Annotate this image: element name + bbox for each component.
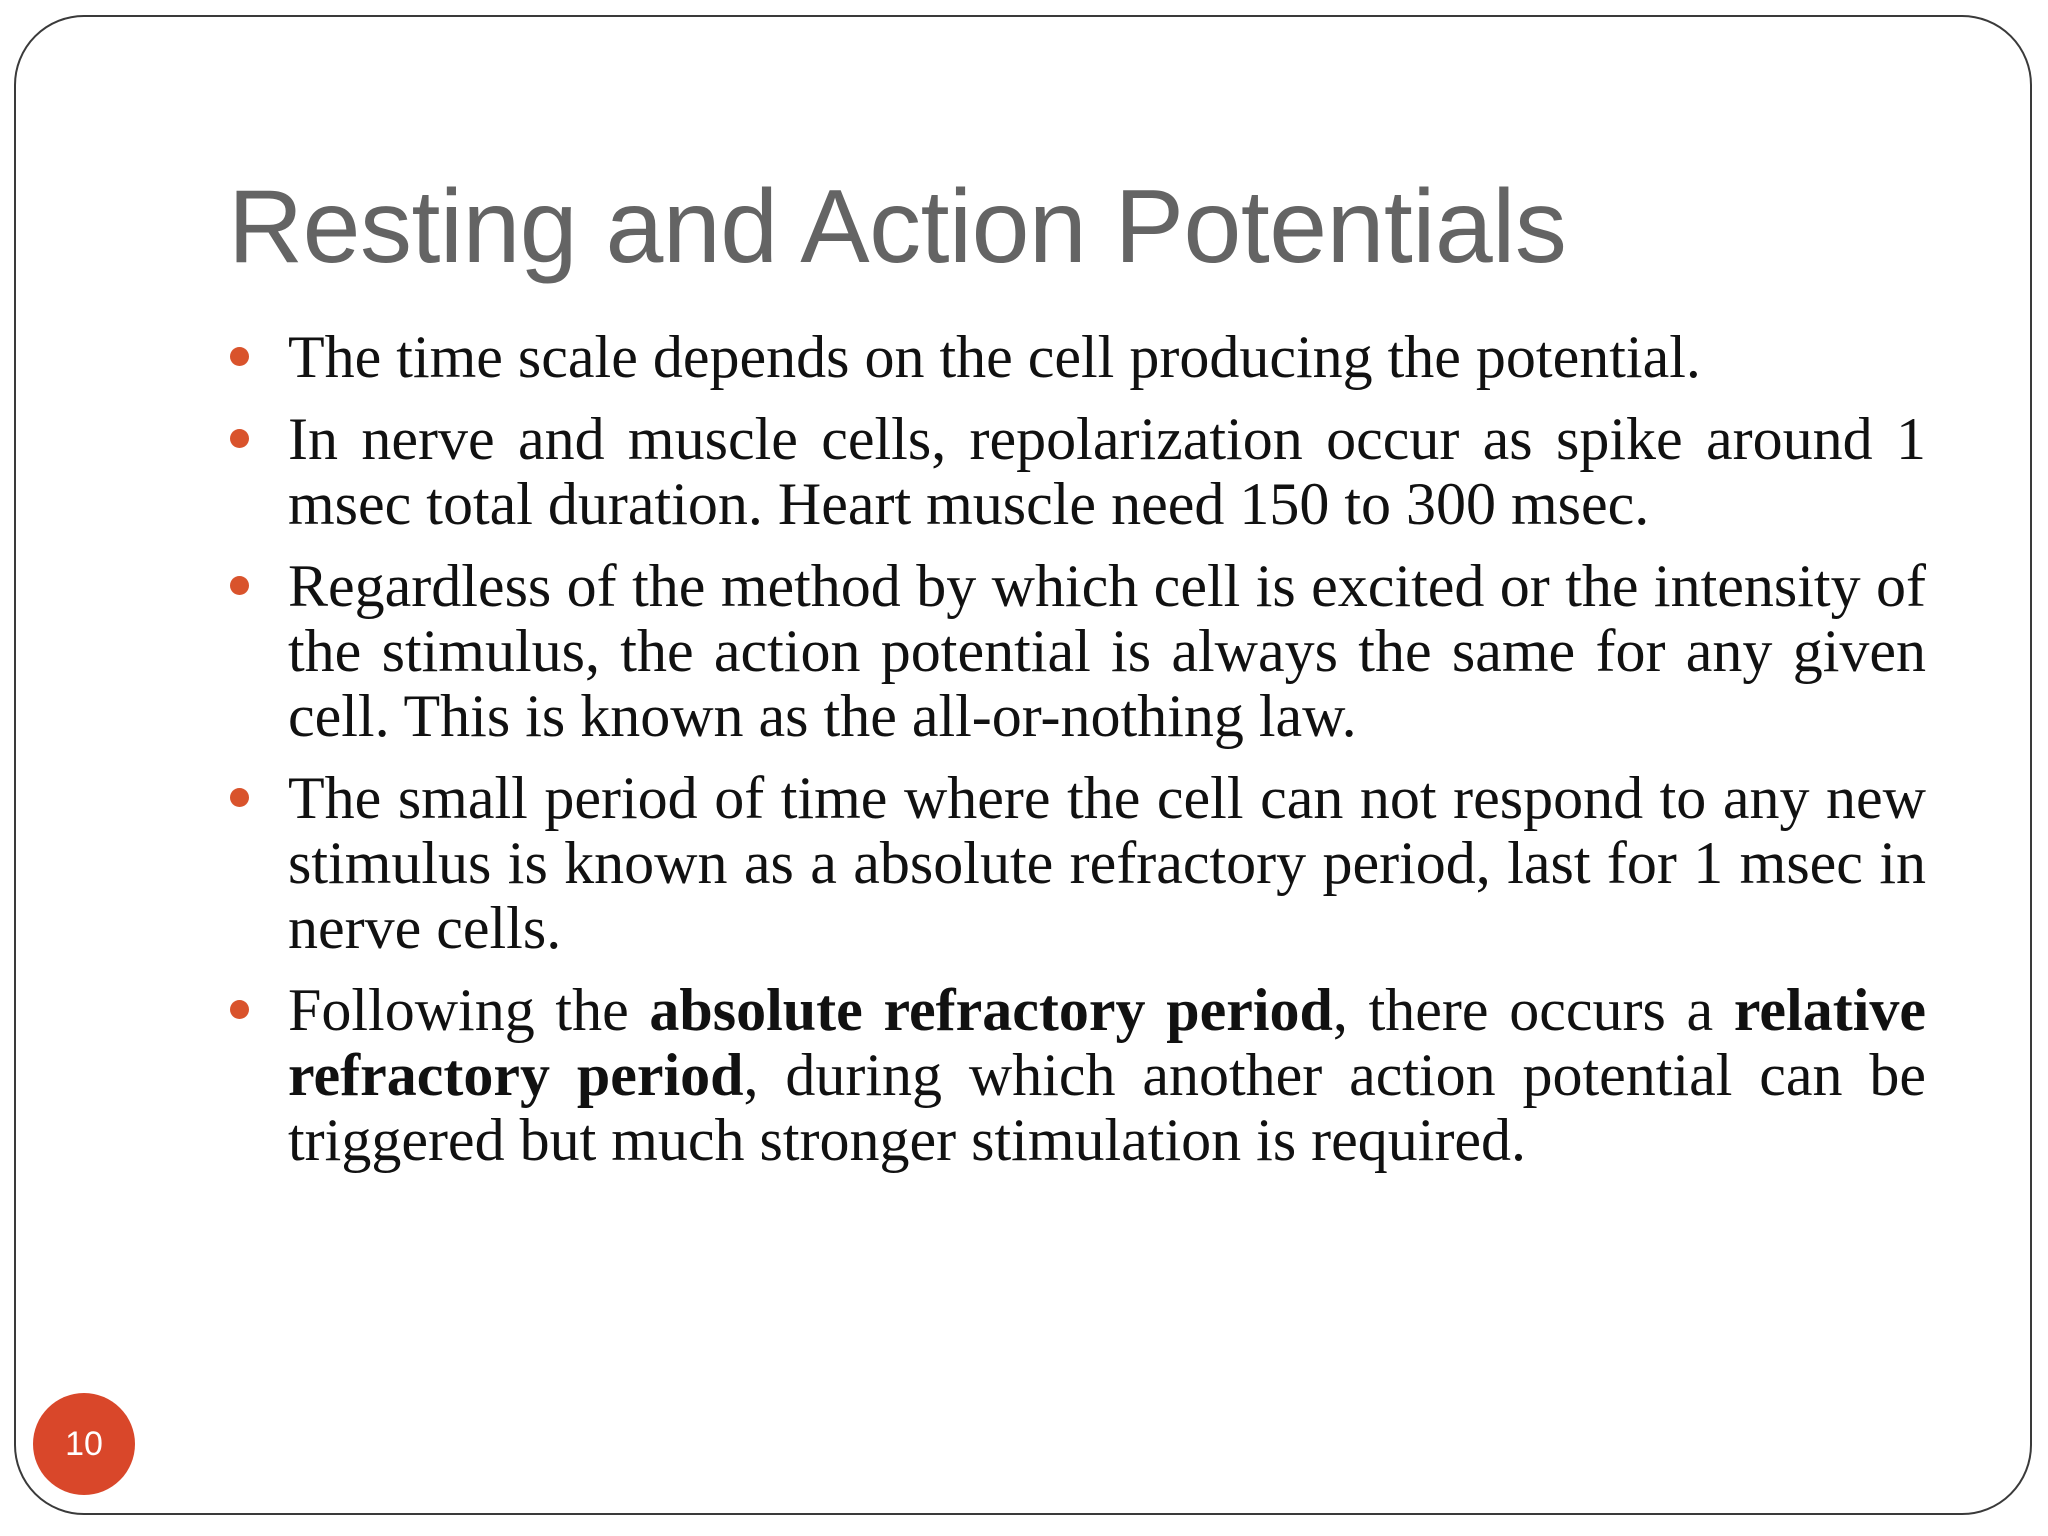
bullet-text-segment: , there occurs a xyxy=(1332,977,1734,1043)
bullet-list xyxy=(228,325,1926,1190)
bullet-dot-icon xyxy=(230,347,249,366)
bullet-text xyxy=(288,977,1926,1173)
bullet-text-segment: Following the xyxy=(288,977,650,1043)
bullet-item xyxy=(228,325,1926,390)
bullet-text-segment: In nerve and muscle cells, repolarization occur as spike around 1 msec total duration. Heart muscle need 150 to 300 msec. xyxy=(288,406,1926,537)
slide-title: Resting and Action Potentials xyxy=(228,169,1567,285)
bullet-text xyxy=(288,553,1926,749)
bullet-text xyxy=(288,406,1926,537)
bullet-text-segment: Regardless of the method by which cell is excited or the intensity of the stimulus, the action potential is always the same for any given cell. This is known as the all-or-nothing law. xyxy=(288,553,1926,749)
bullet-item xyxy=(228,554,1926,749)
bullet-dot-icon xyxy=(230,1000,249,1019)
bullet-text-segment: The small period of time where the cell can not respond to any new stimulus is known as a absolute refractory period, last for 1 msec in nerve cells. xyxy=(288,765,1926,961)
bullet-text xyxy=(288,324,1701,390)
bullet-bold-term: relative refractory period xyxy=(288,977,1926,1108)
bullet-text xyxy=(288,765,1926,961)
bullet-bold-term: absolute refractory period xyxy=(649,977,1333,1043)
bullet-text-segment: , during which another action potential can be triggered but much stronger stimulation is required. xyxy=(288,1042,1926,1173)
bullet-text-segment: The time scale depends on the cell producing the potential. xyxy=(288,324,1701,390)
bullet-dot-icon xyxy=(230,576,249,595)
bullet-dot-icon xyxy=(230,788,249,807)
page-number-badge: 10 xyxy=(33,1393,135,1495)
bullet-dot-icon xyxy=(230,429,249,448)
bullet-item xyxy=(228,766,1926,961)
bullet-item xyxy=(228,407,1926,537)
bullet-item xyxy=(228,978,1926,1173)
